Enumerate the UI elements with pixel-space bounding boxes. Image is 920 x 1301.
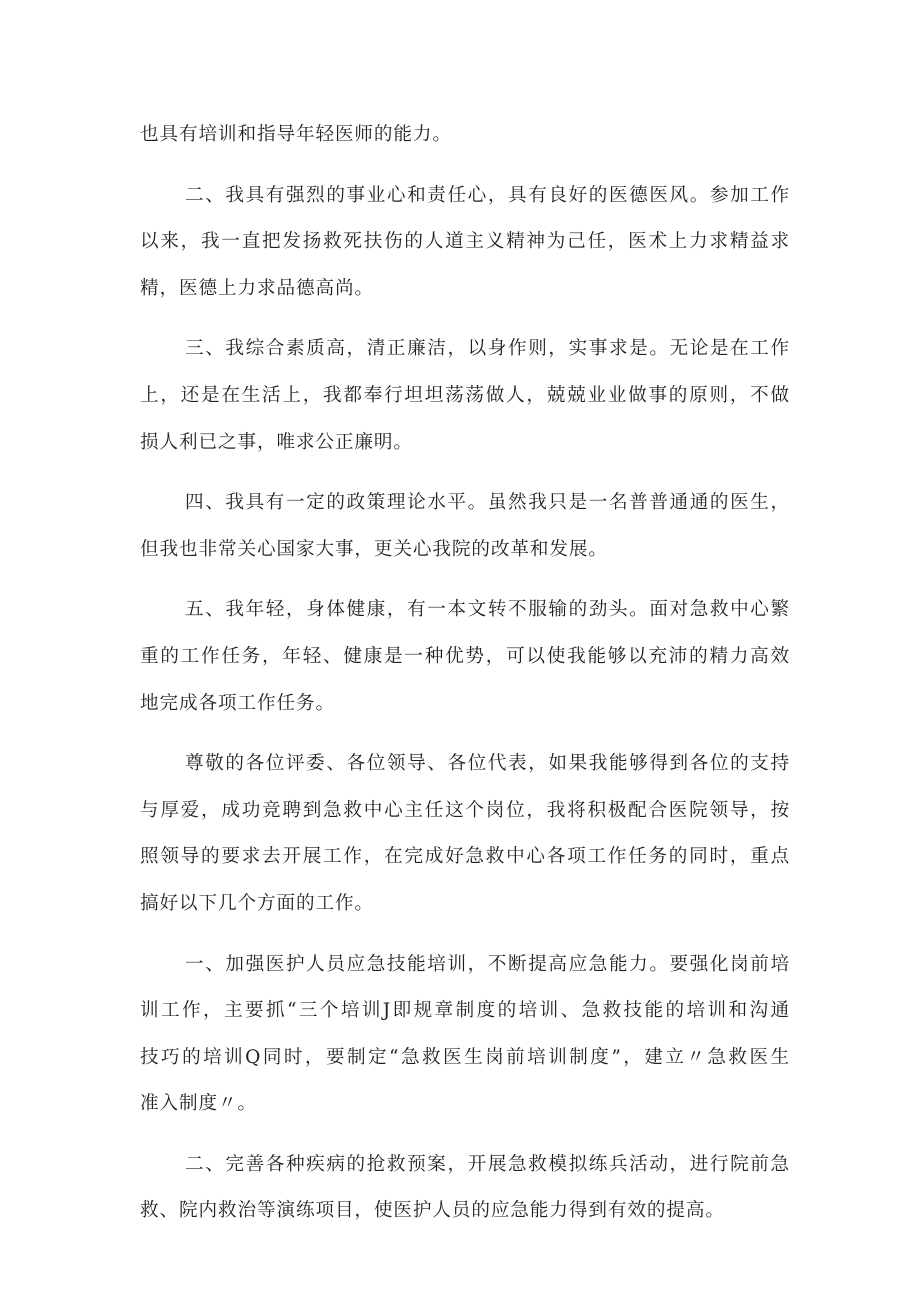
paragraph — [140, 173, 790, 313]
paragraph-line: 二、我具有强烈的事业心和责任心，具有良好的医德医风。参加工作 — [185, 184, 790, 206]
document-body — [140, 112, 790, 1235]
paragraph-line: 技巧的培训Q同时，要制定“急救医生岗前培训制度”，建立〃急救医生 — [140, 1046, 790, 1068]
paragraph-line: 以来，我一直把发扬救死扶伤的人道主义精神为己任，医术上力求精益求 — [140, 231, 790, 253]
paragraph — [140, 1142, 790, 1235]
paragraph-line: 四、我具有一定的政策理论水平。虽然我只是一名普普通通的医生， — [185, 492, 790, 514]
paragraph-line: 也具有培训和指导年轻医师的能力。 — [140, 124, 452, 145]
paragraph — [140, 741, 790, 927]
paragraph-line: 三、我综合素质高，清正廉洁，以身作则，实事求是。无论是在工作 — [185, 338, 790, 360]
paragraph — [140, 112, 790, 159]
paragraph-line: 尊敬的各位评委、各位领导、各位代表，如果我能够得到各位的支持 — [185, 753, 790, 775]
paragraph-line: 一、加强医护人员应急技能培训，不断提高应急能力。要强化岗前培 — [185, 953, 790, 975]
paragraph-line: 精，医德上力求品德高尚。 — [140, 277, 374, 299]
paragraph — [140, 326, 790, 466]
paragraph — [140, 942, 790, 1128]
paragraph-line: 重的工作任务，年轻、健康是一种优势，可以使我能够以充沛的精力高效 — [140, 645, 790, 667]
paragraph-line: 救、院内救治等演练项目，使医护人员的应急能力得到有效的提高。 — [140, 1200, 725, 1222]
paragraph-line: 二、完善各种疾病的抢救预案，开展急救模拟练兵活动，进行院前急 — [185, 1153, 790, 1175]
paragraph-line: 五、我年轻，身体健康，有一本文转不服输的劲头。面对急救中心繁 — [185, 599, 790, 621]
paragraph-line: 损人利已之事，唯求公正廉明。 — [140, 431, 413, 453]
paragraph-line: 照领导的要求去开展工作，在完成好急救中心各项工作任务的同时，重点 — [140, 846, 790, 868]
paragraph-line: 准入制度〃。 — [140, 1093, 257, 1115]
paragraph-line: 但我也非常关心国家大事，更关心我院的改革和发展。 — [140, 538, 608, 560]
paragraph-line: 搞好以下几个方面的工作。 — [140, 892, 374, 914]
paragraph-line: 地完成各项工作任务。 — [140, 692, 335, 714]
paragraph-line: 训工作，主要抓“三个培训J即规章制度的培训、急救技能的培训和沟通 — [140, 1000, 790, 1022]
paragraph-line: 与厚爱，成功竞聘到急救中心主任这个岗位，我将积极配合医院领导，按 — [140, 799, 790, 821]
paragraph — [140, 480, 790, 573]
paragraph-line: 上，还是在生活上，我都奉行坦坦荡荡做人，兢兢业业做事的原则，不做 — [140, 384, 790, 406]
paragraph — [140, 587, 790, 727]
